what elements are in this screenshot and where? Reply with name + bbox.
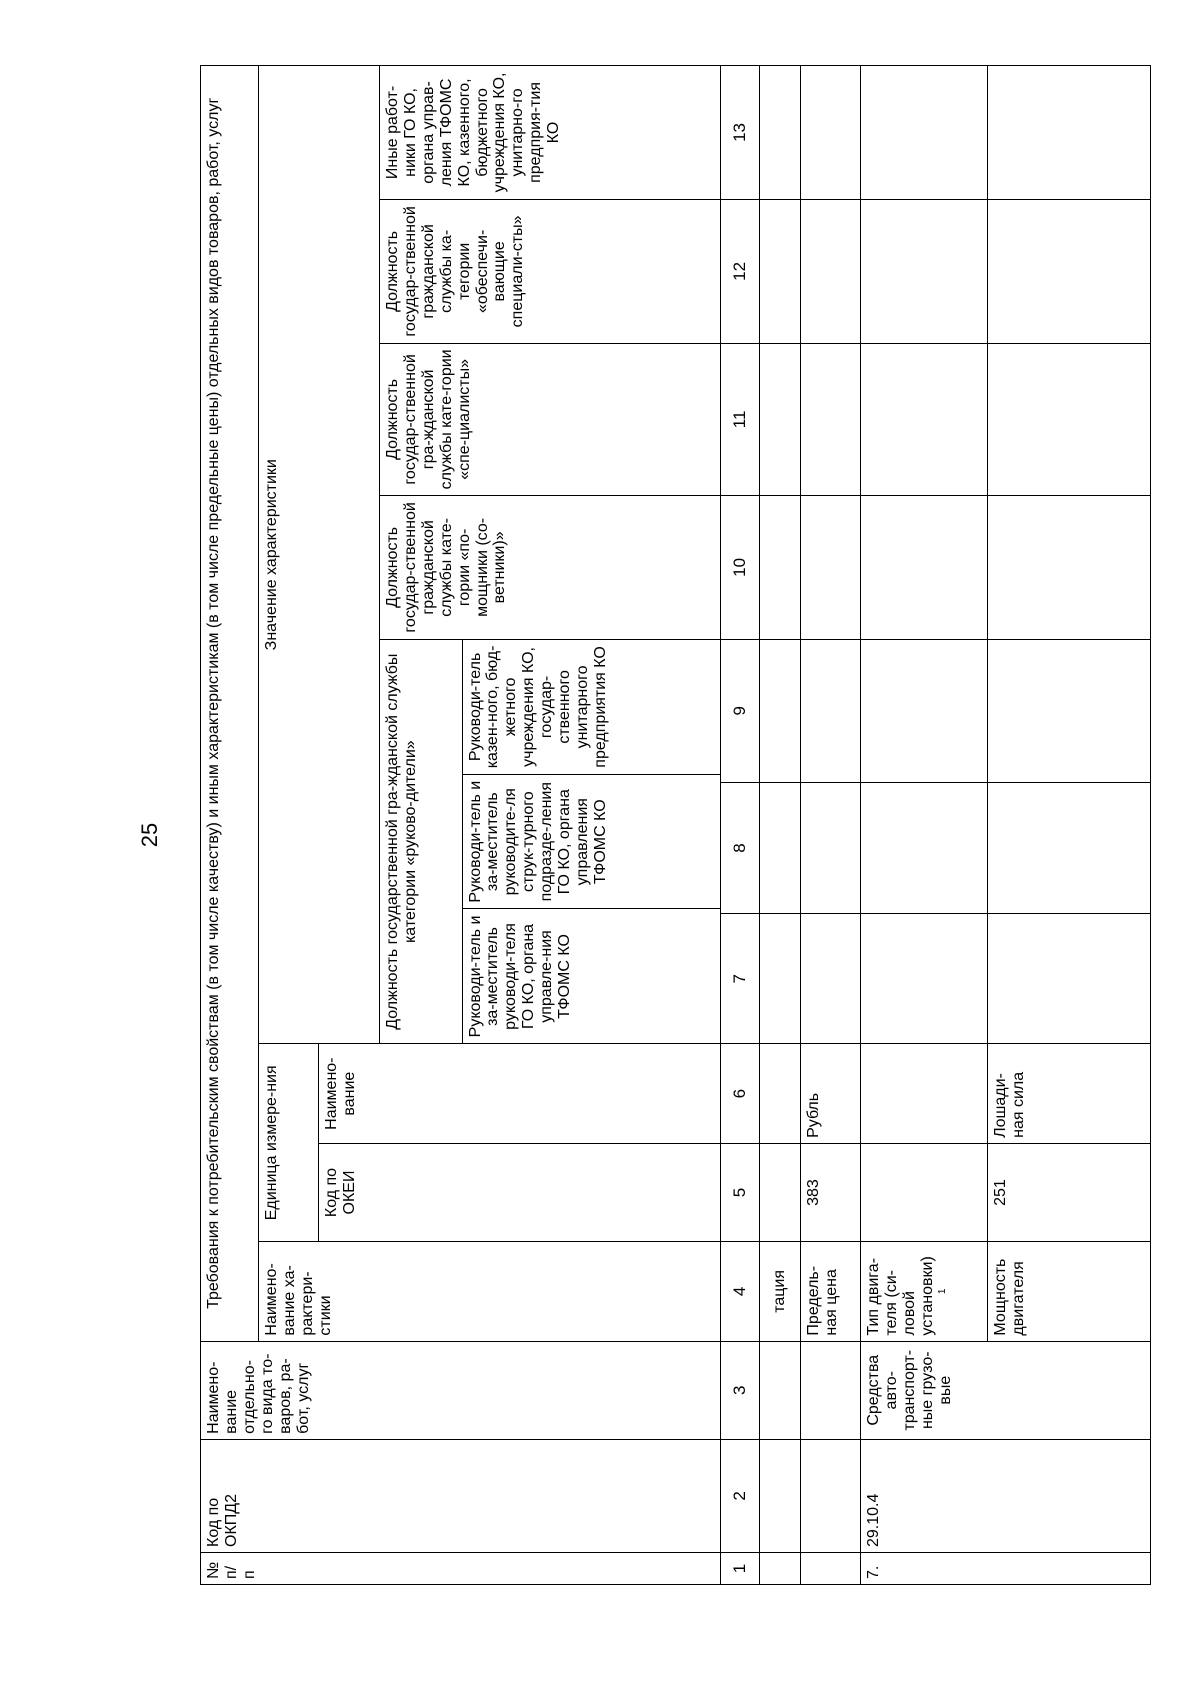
column-number: 1 [721, 1553, 760, 1585]
header-group-leaders: Должность государственной гра-жданской службы категории «руково-дители» [380, 640, 462, 1044]
row4-okei: 251 [988, 1143, 1151, 1241]
column-number: 13 [721, 66, 760, 200]
column-number: 2 [721, 1439, 760, 1552]
page-number: 25 [137, 822, 162, 848]
header-okpd2: Код по ОКПД2 [201, 1439, 721, 1552]
row2-okei: 383 [801, 1143, 861, 1241]
row3-char-cell [861, 1242, 988, 1341]
column-number: 7 [721, 914, 760, 1044]
row4-unit: Лошади-ная сила [988, 1044, 1151, 1143]
row3-char: Тип двига-теля (си-ловой установки) [865, 1256, 936, 1336]
row3-no: 7. [861, 1553, 1151, 1585]
header-char-name: Наимено-вание ха-рактери-стики [259, 1242, 721, 1341]
header-product-name: Наимено-вание отдельно-го вида то-варов, ра-бот, услуг [201, 1341, 721, 1439]
header-col8: Руководи-тель и за-меститель руководите-ля струк-турного подразде-ления ГО КО, органа управления ТФОМС КО [462, 774, 720, 909]
header-col12: Должность государ-ственной гражданской службы ка-тегории «обеспечи-вающие специали-сты» [380, 199, 721, 343]
header-okei: Код по ОКЕИ [319, 1143, 721, 1241]
header-no: № п/п [201, 1553, 721, 1585]
table-row [861, 66, 988, 1585]
column-number: 6 [721, 1044, 760, 1143]
column-number: 3 [721, 1341, 760, 1439]
row2-char: Предель-ная цена [801, 1242, 861, 1341]
column-number: 5 [721, 1143, 760, 1241]
column-number: 11 [721, 343, 760, 495]
column-number: 8 [721, 782, 760, 913]
requirements-table [200, 65, 1151, 1585]
header-leaders-group [380, 639, 721, 1044]
header-col9: Руководи-тель казен-ного, бюд-жетного учреждения КО, государ-ственного унитарного предприятия КО [462, 640, 720, 775]
column-number: 4 [721, 1242, 760, 1341]
header-col13: Иные работ-ники ГО КО, органа управ-ления ТФОМС КО, казенного, бюджетного учреждения КО, унитарно-го предприя-тия КО [380, 66, 721, 200]
row3-code: 29.10.4 [861, 1439, 1151, 1552]
header-unit: Единица измере-ния [259, 1044, 319, 1242]
table-row [760, 66, 801, 1585]
column-number: 9 [721, 639, 760, 782]
row2-unit: Рубль [801, 1044, 861, 1143]
row4-char: Мощность двигателя [988, 1242, 1151, 1341]
header-values: Значение характеристики [259, 66, 380, 1044]
rotated-table-wrapper [200, 65, 1150, 1585]
column-number: 12 [721, 199, 760, 343]
table-row [801, 66, 861, 1585]
header-col10: Должность государ-ственной гражданской службы кате-гории «по-мощники (со-ветники)» [380, 495, 721, 639]
header-col11: Должность государ-ственной гра-жданской службы кате-гории «спе-циалисты» [380, 343, 721, 495]
header-col7: Руководи-тель и за-меститель руководи-теля ГО КО, органа управле-ния ТФОМС КО [462, 909, 720, 1044]
row1-char: тация [760, 1242, 801, 1341]
header-unit-name: Наимено-вание [319, 1044, 721, 1143]
row3-name: Средства авто-транспорт-ные грузо-вые [861, 1341, 1151, 1439]
column-number: 10 [721, 495, 760, 639]
footnote-mark: 1 [936, 1288, 948, 1295]
header-requirements: Требования к потребительским свойствам (в том числе качеству) и иным характеристикам (в том числе предельные цены) отдельных видов товаров, работ, услуг [201, 66, 259, 1342]
